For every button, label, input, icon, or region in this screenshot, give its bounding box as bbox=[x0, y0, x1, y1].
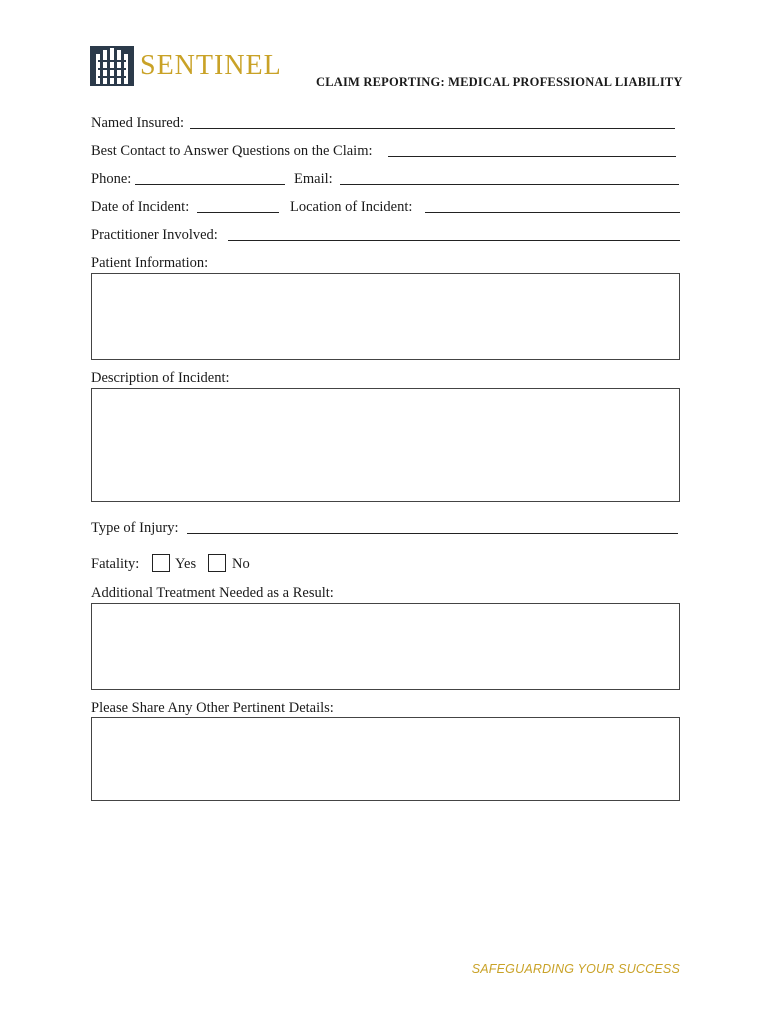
phone-label: Phone: bbox=[91, 171, 132, 187]
fatality-no-label: No bbox=[232, 556, 250, 572]
other-details-textarea[interactable] bbox=[91, 717, 680, 801]
additional-treatment-textarea[interactable] bbox=[91, 603, 680, 690]
practitioner-label: Practitioner Involved: bbox=[91, 227, 218, 243]
location-of-incident-label: Location of Incident: bbox=[290, 199, 413, 215]
location-of-incident-field[interactable] bbox=[425, 212, 680, 213]
form-title: CLAIM REPORTING: MEDICAL PROFESSIONAL LIABILITY bbox=[316, 75, 683, 89]
date-of-incident-label: Date of Incident: bbox=[91, 199, 190, 215]
other-details-label: Please Share Any Other Pertinent Details: bbox=[91, 700, 334, 716]
additional-treatment-label: Additional Treatment Needed as a Result: bbox=[91, 585, 334, 601]
practitioner-field[interactable] bbox=[228, 240, 680, 241]
phone-field[interactable] bbox=[135, 184, 285, 185]
building-columns-icon bbox=[90, 46, 134, 86]
patient-information-textarea[interactable] bbox=[91, 273, 680, 360]
fatality-label: Fatality: bbox=[91, 556, 140, 572]
named-insured-label: Named Insured: bbox=[91, 115, 185, 131]
fatality-yes-label: Yes bbox=[175, 556, 197, 572]
fatality-yes-checkbox[interactable] bbox=[152, 554, 170, 572]
footer-tagline: SAFEGUARDING YOUR SUCCESS bbox=[471, 962, 680, 976]
date-of-incident-field[interactable] bbox=[197, 212, 279, 213]
best-contact-field[interactable] bbox=[388, 156, 676, 157]
email-label: Email: bbox=[294, 171, 333, 187]
description-of-incident-label: Description of Incident: bbox=[91, 370, 230, 386]
brand-name: SENTINEL bbox=[140, 50, 282, 81]
type-of-injury-label: Type of Injury: bbox=[91, 520, 179, 536]
description-of-incident-textarea[interactable] bbox=[91, 388, 680, 502]
email-field[interactable] bbox=[340, 184, 679, 185]
type-of-injury-field[interactable] bbox=[187, 533, 678, 534]
best-contact-label: Best Contact to Answer Questions on the Claim: bbox=[91, 143, 373, 159]
patient-information-label: Patient Information: bbox=[91, 255, 209, 271]
fatality-no-checkbox[interactable] bbox=[208, 554, 226, 572]
named-insured-field[interactable] bbox=[190, 128, 675, 129]
